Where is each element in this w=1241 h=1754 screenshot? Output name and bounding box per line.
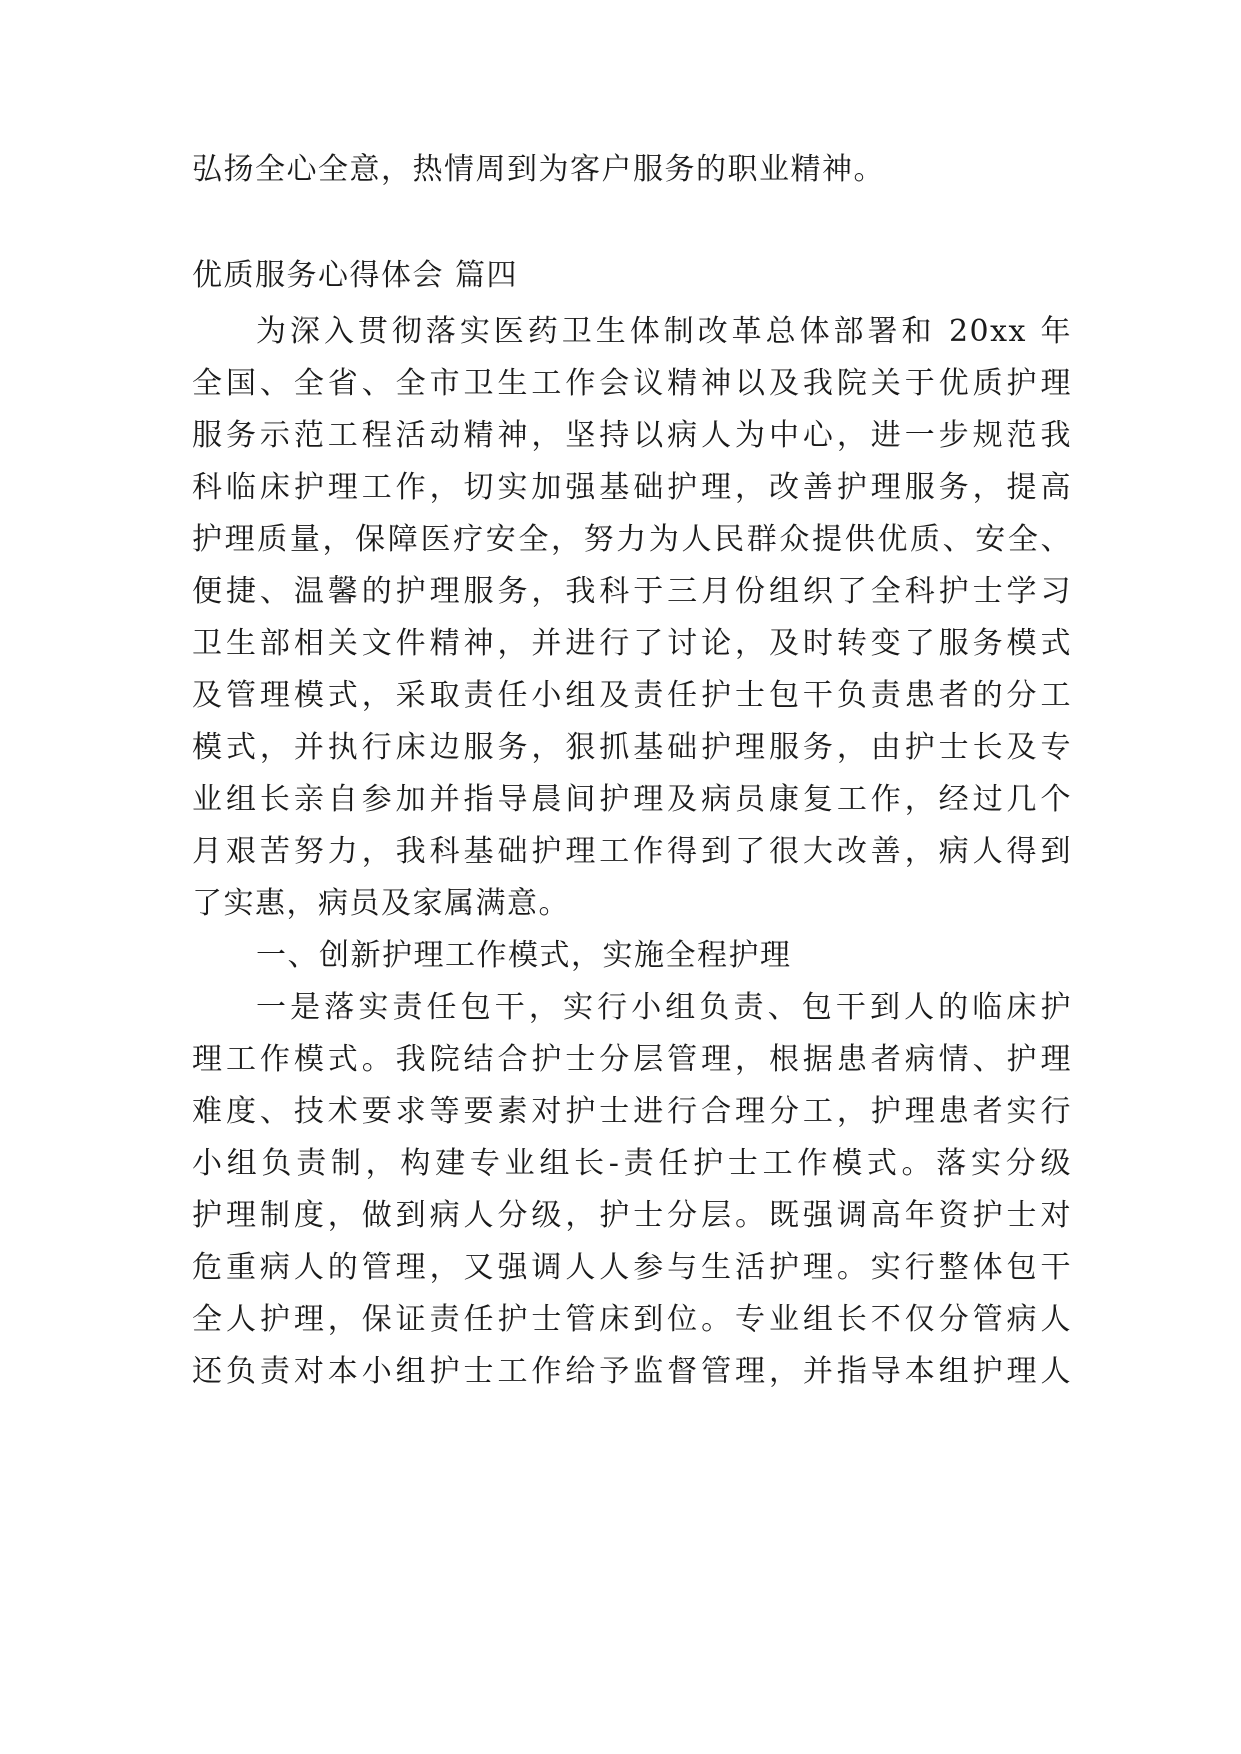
- paragraph-line: 科临床护理工作，切实加强基础护理，改善护理服务，提高: [192, 470, 1072, 505]
- text-line: 弘扬全心全意，热情周到为客户服务的职业精神。: [192, 152, 885, 187]
- paragraph-line: 卫生部相关文件精神，并进行了讨论，及时转变了服务模式: [192, 626, 1072, 661]
- paragraph-line: 理工作模式。我院结合护士分层管理，根据患者病情、护理: [192, 1042, 1072, 1077]
- paragraph-line: 护理制度，做到病人分级，护士分层。既强调高年资护士对: [192, 1198, 1072, 1233]
- paragraph-line: 还负责对本小组护士工作给予监督管理，并指导本组护理人: [192, 1354, 1072, 1389]
- paragraph-line: 及管理模式，采取责任小组及责任护士包干负责患者的分工: [192, 678, 1072, 713]
- paragraph-line: 了实惠，病员及家属满意。: [192, 886, 570, 921]
- paragraph-line: 一是落实责任包干，实行小组负责、包干到人的临床护: [256, 990, 1072, 1025]
- section-heading: 优质服务心得体会 篇四: [192, 258, 519, 293]
- paragraph-line: 全人护理，保证责任护士管床到位。专业组长不仅分管病人: [192, 1302, 1072, 1337]
- paragraph-line: 月艰苦努力，我科基础护理工作得到了很大改善，病人得到: [192, 834, 1072, 869]
- subsection-heading: 一、创新护理工作模式，实施全程护理: [256, 938, 792, 973]
- paragraph-line: 为深入贯彻落实医药卫生体制改革总体部署和 20xx 年: [256, 314, 1072, 349]
- paragraph-line: 业组长亲自参加并指导晨间护理及病员康复工作，经过几个: [192, 782, 1072, 817]
- paragraph-line: 危重病人的管理，又强调人人参与生活护理。实行整体包干: [192, 1250, 1072, 1285]
- paragraph-line: 小组负责制，构建专业组长-责任护士工作模式。落实分级: [192, 1146, 1072, 1181]
- paragraph-line: 护理质量，保障医疗安全，努力为人民群众提供优质、安全、: [192, 522, 1072, 557]
- paragraph-line: 便捷、温馨的护理服务，我科于三月份组织了全科护士学习: [192, 574, 1072, 609]
- paragraph-line: 全国、全省、全市卫生工作会议精神以及我院关于优质护理: [192, 366, 1072, 401]
- paragraph-line: 服务示范工程活动精神，坚持以病人为中心，进一步规范我: [192, 418, 1072, 453]
- paragraph-line: 模式，并执行床边服务，狠抓基础护理服务，由护士长及专: [192, 730, 1072, 765]
- paragraph-line: 难度、技术要求等要素对护士进行合理分工，护理患者实行: [192, 1094, 1072, 1129]
